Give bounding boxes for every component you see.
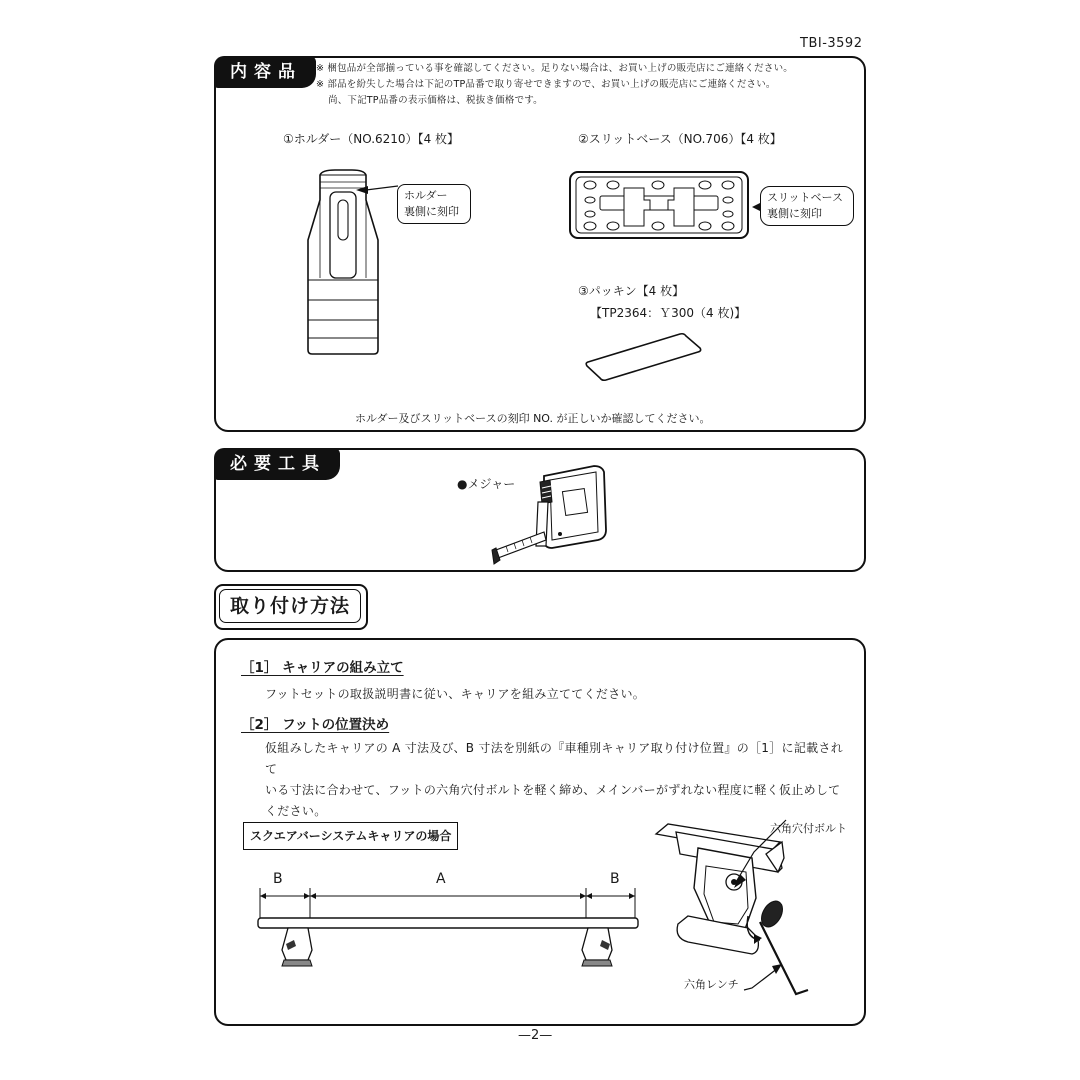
- step1-heading: ［1］ キャリアの組み立て: [241, 660, 404, 676]
- hex-wrench-label: 六角レンチ: [684, 978, 739, 991]
- holder-callout: [397, 184, 471, 224]
- slitbase-callout-line-1: スリットベース: [767, 191, 844, 204]
- holder-callout-line-2: 裏側に刻印: [404, 205, 459, 218]
- dimension-b-right: B: [610, 871, 620, 887]
- step2-line-1: 仮組みしたキャリアの A 寸法及び、B 寸法を別紙の『車種別キャリア取り付け位置』の［1］に記載されて: [265, 741, 844, 776]
- tools-tab: 必要工具: [214, 448, 340, 480]
- slitbase-illustration: [568, 170, 758, 242]
- holder-illustration: [290, 160, 410, 360]
- contents-tab: 内容品: [214, 56, 316, 88]
- packing-illustration: [584, 330, 704, 384]
- note-line-3: 尚、下記TP品番の表示価格は、税抜き価格です。: [328, 95, 543, 106]
- note-line-2: ※ 部品を紛失した場合は下記のTP品番で取り寄せできますので、お買い上げの販売店にご連絡ください。: [316, 79, 776, 90]
- tape-measure-icon: [490, 462, 620, 570]
- step2-line-2: いる寸法に合わせて、フットの六角穴付ボルトを軽く締め、メインバーがずれない程度に軽く仮止めして: [265, 783, 841, 797]
- square-bar-box-label: スクエアバーシステムキャリアの場合: [243, 822, 458, 850]
- holder-label: ①ホルダー（NO.6210）【4 枚】: [283, 132, 460, 146]
- slitbase-callout-line-2: 裏側に刻印: [767, 207, 822, 220]
- packing-label: ③パッキン【4 枚】: [578, 284, 685, 298]
- dimension-a: A: [436, 871, 446, 887]
- slitbase-label: ②スリットベース（NO.706）【4 枚】: [578, 132, 782, 146]
- carrier-bar-diagram: [250, 888, 650, 978]
- step2-line-3: ください。: [265, 804, 327, 818]
- step2-text: [265, 738, 855, 822]
- step2-heading: ［2］ フットの位置決め: [241, 717, 390, 733]
- tools-item: ●メジャー: [457, 477, 516, 491]
- step1-text: フットセットの取扱説明書に従い、キャリアを組み立ててください。: [265, 687, 646, 701]
- page-number: —2—: [518, 1028, 553, 1043]
- contents-footer-note: ホルダー及びスリットベースの刻印 NO. が正しいか確認してください。: [355, 412, 711, 425]
- holder-callout-line-1: ホルダー: [404, 189, 448, 202]
- dimension-b-left: B: [273, 871, 283, 887]
- foot-closeup-diagram: [648, 828, 858, 1018]
- document-code: TBI-3592: [800, 36, 863, 51]
- slitbase-callout: [760, 186, 854, 226]
- packing-tp-number: 【TP2364：Ｙ300（4 枚)】: [590, 306, 747, 320]
- contents-notes: [316, 61, 856, 109]
- hex-bolt-label: 六角穴付ボルト: [770, 822, 847, 835]
- install-title-inner: 取り付け方法: [219, 589, 361, 623]
- note-line-1: ※ 梱包品が全部揃っている事を確認してください。足りない場合は、お買い上げの販売店にご連絡ください。: [316, 63, 793, 74]
